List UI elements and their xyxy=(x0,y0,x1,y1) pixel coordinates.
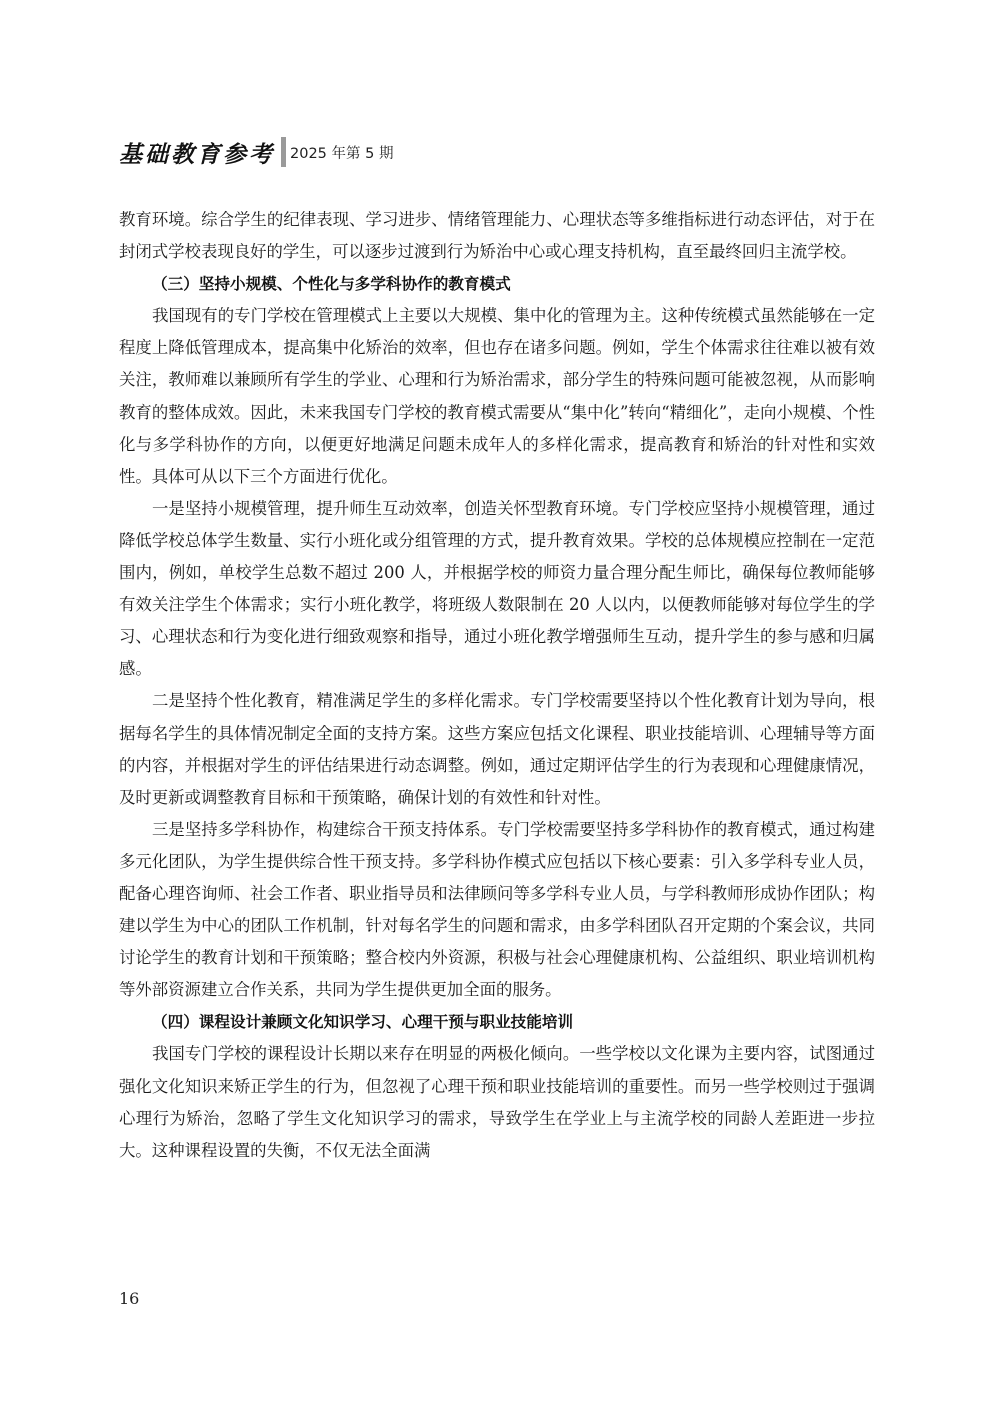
header-divider-bar xyxy=(281,137,286,167)
issue-label: 2025 年第 5 期 xyxy=(290,145,394,162)
journal-title: 基础教育参考 xyxy=(119,140,275,168)
article-body xyxy=(119,204,875,1167)
paragraph: 我国现有的专门学校在管理模式上主要以大规模、集中化的管理为主。这种传统模式虽然能够在一定程度上降低管理成本，提高集中化矫治的效率，但也存在诸多问题。例如，学生个体需求往往难以被有效关注，教师难以兼顾所有学生的学业、心理和行为矫治需求，部分学生的特殊问题可能被忽视，从而影响教育的整体成效。因此，未来我国专门学校的教育模式需要从“集中化”转向“精细化”，走向小规模、个性化与多学科协作的方向，以便更好地满足问题未成年人的多样化需求，提高教育和矫治的针对性和实效性。具体可从以下三个方面进行优化。 xyxy=(119,306,875,486)
paragraph: 一是坚持小规模管理，提升师生互动效率，创造关怀型教育环境。专门学校应坚持小规模管理，通过降低学校总体学生数量、实行小班化或分组管理的方式，提升教育效果。学校的总体规模应控制在一定范围内，例如，单校学生总数不超过 200 人，并根据学校的师资力量合理分配生师比，确保每位教师能够有效关注学生个体需求；实行小班化教学，将班级人数限制在 20 人以内，以便教师能够对每位学生的学习、心理状态和行为变化进行细致观察和指导，通过小班化教学增强师生互动，提升学生的参与感和归属感。 xyxy=(119,498,875,679)
section-heading: （三）坚持小规模、个性化与多学科协作的教育模式 xyxy=(152,275,511,294)
paragraph: 二是坚持个性化教育，精准满足学生的多样化需求。专门学校需要坚持以个性化教育计划为导向，根据每名学生的具体情况制定全面的支持方案。这些方案应包括文化课程、职业技能培训、心理辅导等方面的内容，并根据对学生的评估结果进行动态调整。例如，通过定期评估学生的行为表现和心理健康情况，及时更新或调整教育目标和干预策略，确保计划的有效性和针对性。 xyxy=(119,691,875,807)
paragraph: 三是坚持多学科协作，构建综合干预支持体系。专门学校需要坚持多学科协作的教育模式，通过构建多元化团队，为学生提供综合性干预支持。多学科协作模式应包括以下核心要素：引入多学科专业人员，配备心理咨询师、社会工作者、职业指导员和法律顾问等多学科专业人员，与学科教师形成协作团队；构建以学生为中心的团队工作机制，针对每名学生的问题和需求，由多学科团队召开定期的个案会议，共同讨论学生的教育计划和干预策略；整合校内外资源，积极与社会心理健康机构、公益组织、职业培训机构等外部资源建立合作关系，共同为学生提供更加全面的服务。 xyxy=(119,819,875,1000)
page-number: 16 xyxy=(119,1289,140,1308)
section-heading: （四）课程设计兼顾文化知识学习、心理干预与职业技能培训 xyxy=(152,1013,574,1032)
running-header xyxy=(119,134,393,170)
paragraph: 教育环境。综合学生的纪律表现、学习进步、情绪管理能力、心理状态等多维指标进行动态评估，对于在封闭式学校表现良好的学生，可以逐步过渡到行为矫治中心或心理支持机构，直至最终回归主流学校。 xyxy=(119,210,875,262)
paragraph: 我国专门学校的课程设计长期以来存在明显的两极化倾向。一些学校以文化课为主要内容，试图通过强化文化知识来矫正学生的行为，但忽视了心理干预和职业技能培训的重要性。而另一些学校则过于强调心理行为矫治，忽略了学生文化知识学习的需求，导致学生在学业上与主流学校的同龄人差距进一步拉大。这种课程设置的失衡，不仅无法全面满 xyxy=(119,1044,875,1160)
